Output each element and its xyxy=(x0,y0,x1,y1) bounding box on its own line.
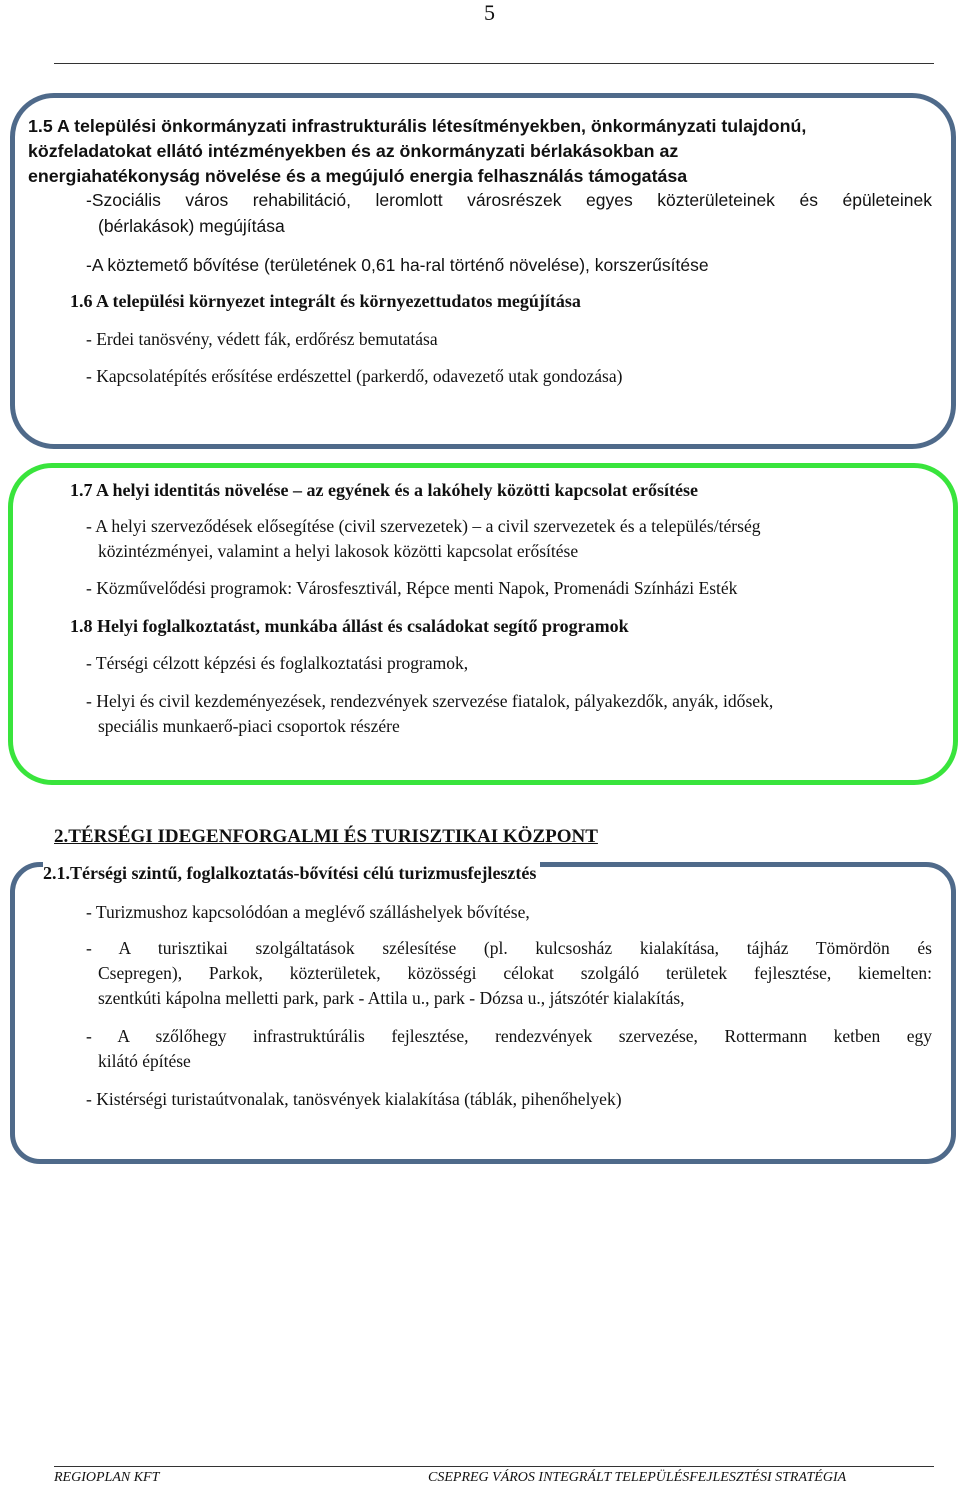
heading-1-6: 1.6 A települési környezet integrált és környezettudatos megújítása xyxy=(70,291,581,311)
item-civil-organizations-line1: - A helyi szerveződések elősegítése (civil szervezetek) – a civil szervezetek és a település/térség xyxy=(86,516,761,536)
item-local-initiatives-line1: - Helyi és civil kezdeményezések, rendezvények szervezése fiatalok, pályakezdők, anyák, idősek, xyxy=(86,691,774,711)
item-tourism-services-line2: Csepregen), Parkok, közterületek, közösségi célokat szolgáló területek fejlesztése, kiemelten: xyxy=(98,963,932,983)
item-forestry-cooperation: - Kapcsolatépítés erősítése erdészettel (parkerdő, odavezető utak gondozása) xyxy=(86,366,623,386)
heading-1-5-line2: közfeladatokat ellátó intézményekben és az önkormányzati bérlakásokban az xyxy=(28,141,679,161)
footer-document-title: CSEPREG VÁROS INTEGRÁLT TELEPÜLÉSFEJLESZTÉSI STRATÉGIA xyxy=(428,1470,847,1485)
item-accommodation: - Turizmushoz kapcsolódóan a meglévő szálláshelyek bővítése, xyxy=(86,902,530,922)
item-vineyard-line2: kilátó építése xyxy=(98,1051,191,1071)
heading-1-7: 1.7 A helyi identitás növelése – az egyének és a lakóhely közötti kapcsolat erősítése xyxy=(70,480,698,500)
heading-1-5-line1: 1.5 A települési önkormányzati infrastrukturális létesítményekben, önkormányzati tulajdonú, xyxy=(28,116,807,136)
item-tourism-services-line3: szentkúti kápolna melletti park, park - Attila u., park - Dózsa u., játszótér kialakítás, xyxy=(98,988,685,1008)
heading-1-8: 1.8 Helyi foglalkoztatást, munkába állást és családokat segítő programok xyxy=(70,616,629,636)
header-divider xyxy=(54,63,934,64)
footer-company: REGIOPLAN KFT xyxy=(54,1470,160,1485)
heading-1-5-line3: energiahatékonyság növelése és a megújuló energia felhasználás támogatása xyxy=(28,166,688,186)
item-forest-trail: - Erdei tanösvény, védett fák, erdőrész bemutatása xyxy=(86,329,438,349)
item-social-rehabilitation-line2: (bérlakások) megújítása xyxy=(98,216,285,236)
heading-2-1: 2.1.Térségi szintű, foglalkoztatás-bővítési célú turizmusfejlesztés xyxy=(43,861,540,886)
item-vineyard-line1: - A szőlőhegy infrastruktúrális fejlesztése, rendezvények szervezése, Rottermann ketben egy xyxy=(86,1026,932,1046)
footer-divider xyxy=(54,1466,934,1467)
section-2-title: 2.TÉRSÉGI IDEGENFORGALMI ÉS TURISZTIKAI KÖZPONT xyxy=(54,826,598,847)
page-number: 5 xyxy=(484,0,495,25)
item-tourist-routes: - Kistérségi turistaútvonalak, tanösvények kialakítása (táblák, pihenőhelyek) xyxy=(86,1089,622,1109)
item-local-initiatives-line2: speciális munkaerő-piaci csoportok részére xyxy=(98,716,400,736)
item-cultural-programs: - Közművelődési programok: Városfesztivál, Répce menti Napok, Promenádi Színházi Esték xyxy=(86,578,738,598)
item-social-rehabilitation-line1: -Szociális város rehabilitáció, leromlott városrészek egyes közterületeinek és épületeinek xyxy=(86,190,932,210)
item-employment-programs: - Térségi célzott képzési és foglalkoztatási programok, xyxy=(86,653,469,673)
item-cemetery: -A köztemető bővítése (területének 0,61 ha-ral történő növelése), korszerűsítése xyxy=(86,255,709,275)
item-civil-organizations-line2: közintézményei, valamint a helyi lakosok közötti kapcsolat erősítése xyxy=(98,541,579,561)
item-tourism-services-line1: - A turisztikai szolgáltatások szélesítése (pl. kulcsosház kialakítása, tájház Tömördön és xyxy=(86,938,932,958)
